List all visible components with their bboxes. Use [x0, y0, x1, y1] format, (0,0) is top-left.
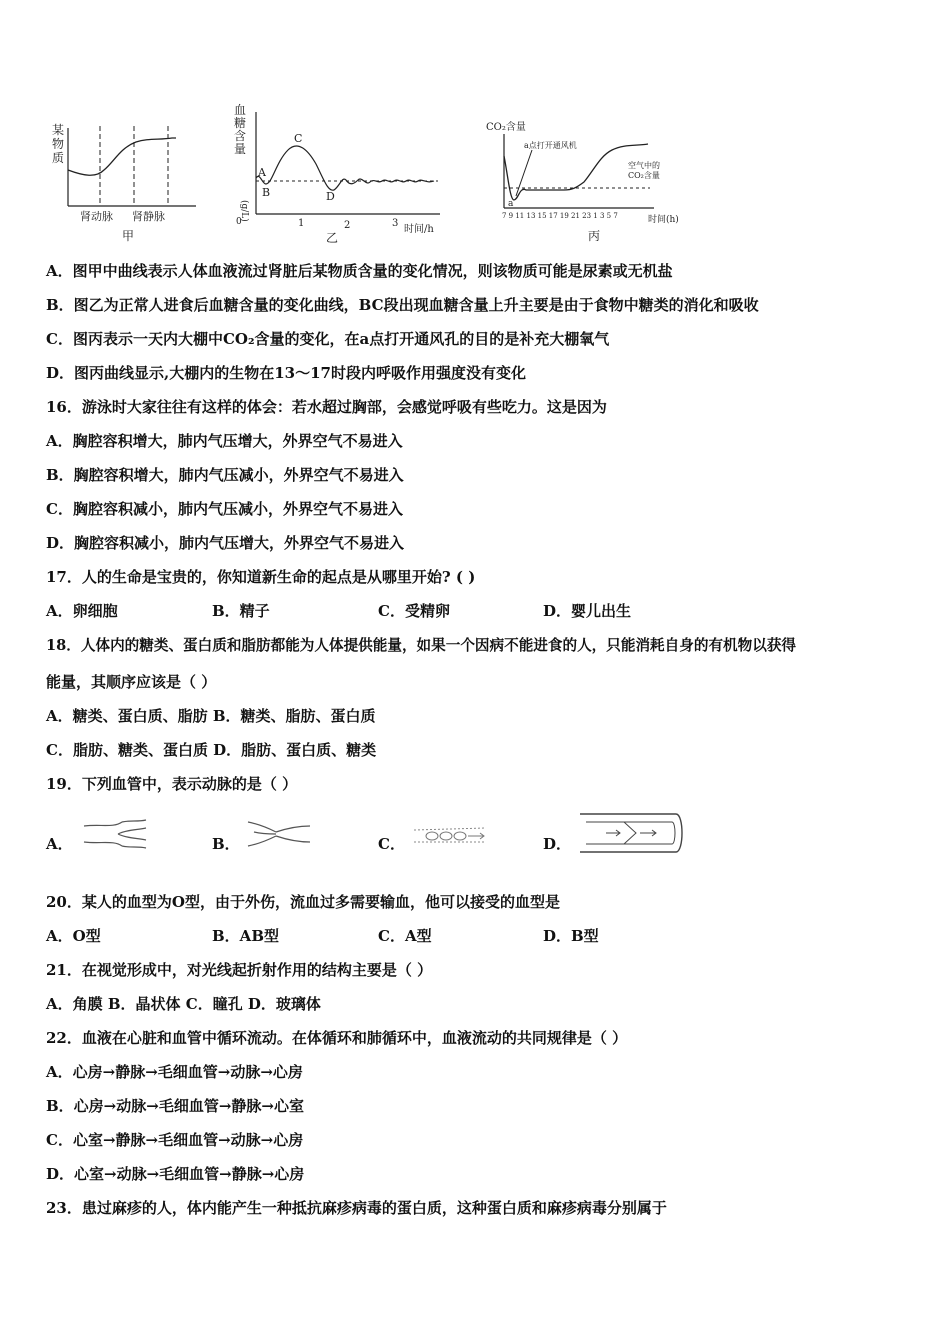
q20-stem: 20．某人的血型为O型，由于外伤，流血过多需要输血，他可以接受的血型是 — [46, 893, 560, 911]
yi-ylabel-4: 量 — [234, 142, 247, 156]
jia-ylabel-2: 物 — [52, 137, 65, 151]
q23-stem: 23．患过麻疹的人，体内能产生一种抵抗麻疹病毒的蛋白质，这种蛋白质和麻疹病毒分别属于 — [46, 1199, 667, 1217]
yi-origin: 0 — [236, 217, 242, 227]
figure-jia — [40, 118, 210, 250]
jia-ylabel-1: 某 — [52, 123, 65, 137]
figure-bing — [480, 116, 710, 250]
bing-point-a: a — [508, 199, 514, 209]
yi-tick-2: 2 — [344, 220, 351, 231]
q17-option-a: A．卵细胞 — [46, 602, 118, 620]
figure-yi — [228, 100, 458, 250]
bing-annotation: a点打开通风机 — [524, 141, 577, 150]
q16-stem: 16．游泳时大家往往有这样的体会：若水超过胸部，会感觉呼吸有些吃力。这是因为 — [46, 398, 607, 416]
yi-ylabel-2: 糖 — [234, 116, 247, 130]
yi-point-d: D — [326, 190, 335, 203]
q21-stem: 21．在视觉形成中，对光线起折射作用的结构主要是（ ） — [46, 961, 433, 979]
q22-option-c: C．心室→静脉→毛细血管→动脉→心房 — [46, 1131, 304, 1149]
yi-ylabel-3: 含 — [234, 129, 247, 143]
bing-caption: 丙 — [588, 229, 601, 243]
jia-caption: 甲 — [122, 229, 135, 243]
q16-option-b: B．胸腔容积增大，肺内气压减小，外界空气不易进入 — [46, 466, 404, 484]
q19-option-b: B． — [212, 835, 240, 853]
q19-vessel-a-image — [80, 814, 150, 854]
q21-options: A．角膜 B．晶状体 C．瞳孔 D．玻璃体 — [46, 995, 321, 1013]
bing-xticks: 7 9 11 13 15 17 19 21 23 1 3 5 7 — [502, 212, 618, 220]
yi-tick-3: 3 — [392, 218, 399, 229]
yi-point-a: A — [258, 166, 266, 179]
q15-option-d: D．图丙曲线显示,大棚内的生物在13～17时段内呼吸作用强度没有变化 — [46, 364, 526, 382]
q19-option-c: C． — [378, 835, 405, 853]
q22-option-a: A．心房→静脉→毛细血管→动脉→心房 — [46, 1063, 303, 1081]
q20-option-b: B．AB型 — [212, 927, 279, 945]
yi-unit: (g/L) — [239, 200, 249, 222]
jia-curve — [68, 138, 176, 175]
q17-option-b: B．精子 — [212, 602, 270, 620]
q19-option-d: D． — [543, 835, 572, 853]
yi-ylabel-1: 血 — [234, 103, 247, 117]
q18-stem-line2: 能量，其顺序应该是（ ） — [46, 673, 217, 691]
q22-option-d: D．心室→动脉→毛细血管→静脉→心房 — [46, 1165, 305, 1183]
q15-option-b: B．图乙为正常人进食后血糖含量的变化曲线，BC段出现血糖含量上升主要是由于食物中糖类的消化和吸收 — [46, 296, 759, 314]
q17-stem: 17．人的生命是宝贵的，你知道新生命的起点是从哪里开始? ( ) — [46, 568, 476, 586]
q22-stem: 22．血液在心脏和血管中循环流动。在体循环和肺循环中，血液流动的共同规律是（ ） — [46, 1029, 628, 1047]
bing-ylabel: CO₂含量 — [486, 122, 526, 133]
yi-point-c: C — [294, 132, 303, 145]
jia-xlabel-right: 肾静脉 — [132, 210, 165, 223]
jia-ylabel-3: 质 — [52, 151, 65, 165]
q20-option-c: C．A型 — [378, 927, 432, 945]
bing-legend-2: CO₂含量 — [628, 171, 660, 180]
q20-option-d: D．B型 — [543, 927, 599, 945]
bing-curve — [504, 144, 648, 200]
bing-legend-1: 空气中的 — [628, 161, 660, 170]
yi-tick-1: 1 — [298, 218, 305, 229]
q20-option-a: A．O型 — [46, 927, 101, 945]
yi-curve — [256, 146, 434, 190]
q16-option-c: C．胸腔容积减小，肺内气压减小，外界空气不易进入 — [46, 500, 403, 518]
q16-option-a: A．胸腔容积增大，肺内气压增大，外界空气不易进入 — [46, 432, 403, 450]
yi-xlabel: 时间/h — [404, 224, 434, 235]
bing-xlabel: 时间(h) — [648, 215, 679, 225]
q18-stem-line1: 18．人体内的糖类、蛋白质和脂肪都能为人体提供能量，如果一个因病不能进食的人，只能消耗自身的有机物以获得 — [46, 637, 797, 654]
jia-xlabel-left: 肾动脉 — [80, 210, 113, 223]
q22-option-b: B．心房→动脉→毛细血管→静脉→心室 — [46, 1097, 304, 1115]
yi-caption: 乙 — [326, 231, 339, 245]
q18-options-ab: A．糖类、蛋白质、脂肪 B．糖类、脂肪、蛋白质 — [46, 707, 376, 725]
q19-stem: 19．下列血管中，表示动脉的是（ ） — [46, 775, 298, 793]
yi-point-b: B — [262, 186, 271, 199]
q19-option-a: A． — [46, 835, 73, 853]
q17-option-c: C．受精卵 — [378, 602, 450, 620]
q17-option-d: D．婴儿出生 — [543, 602, 632, 620]
q19-vessel-d-image — [576, 810, 688, 856]
q19-vessel-b-image — [244, 814, 314, 854]
q18-options-cd: C．脂肪、糖类、蛋白质 D．脂肪、蛋白质、糖类 — [46, 741, 377, 759]
q16-option-d: D．胸腔容积减小，肺内气压增大，外界空气不易进入 — [46, 534, 405, 552]
q15-option-a: A．图甲中曲线表示人体血液流过肾脏后某物质含量的变化情况，则该物质可能是尿素或无机盐 — [46, 262, 673, 280]
q19-vessel-c-image — [410, 818, 490, 852]
q15-option-c: C．图丙表示一天内大棚中CO₂含量的变化，在a点打开通风孔的目的是补充大棚氧气 — [46, 330, 610, 348]
